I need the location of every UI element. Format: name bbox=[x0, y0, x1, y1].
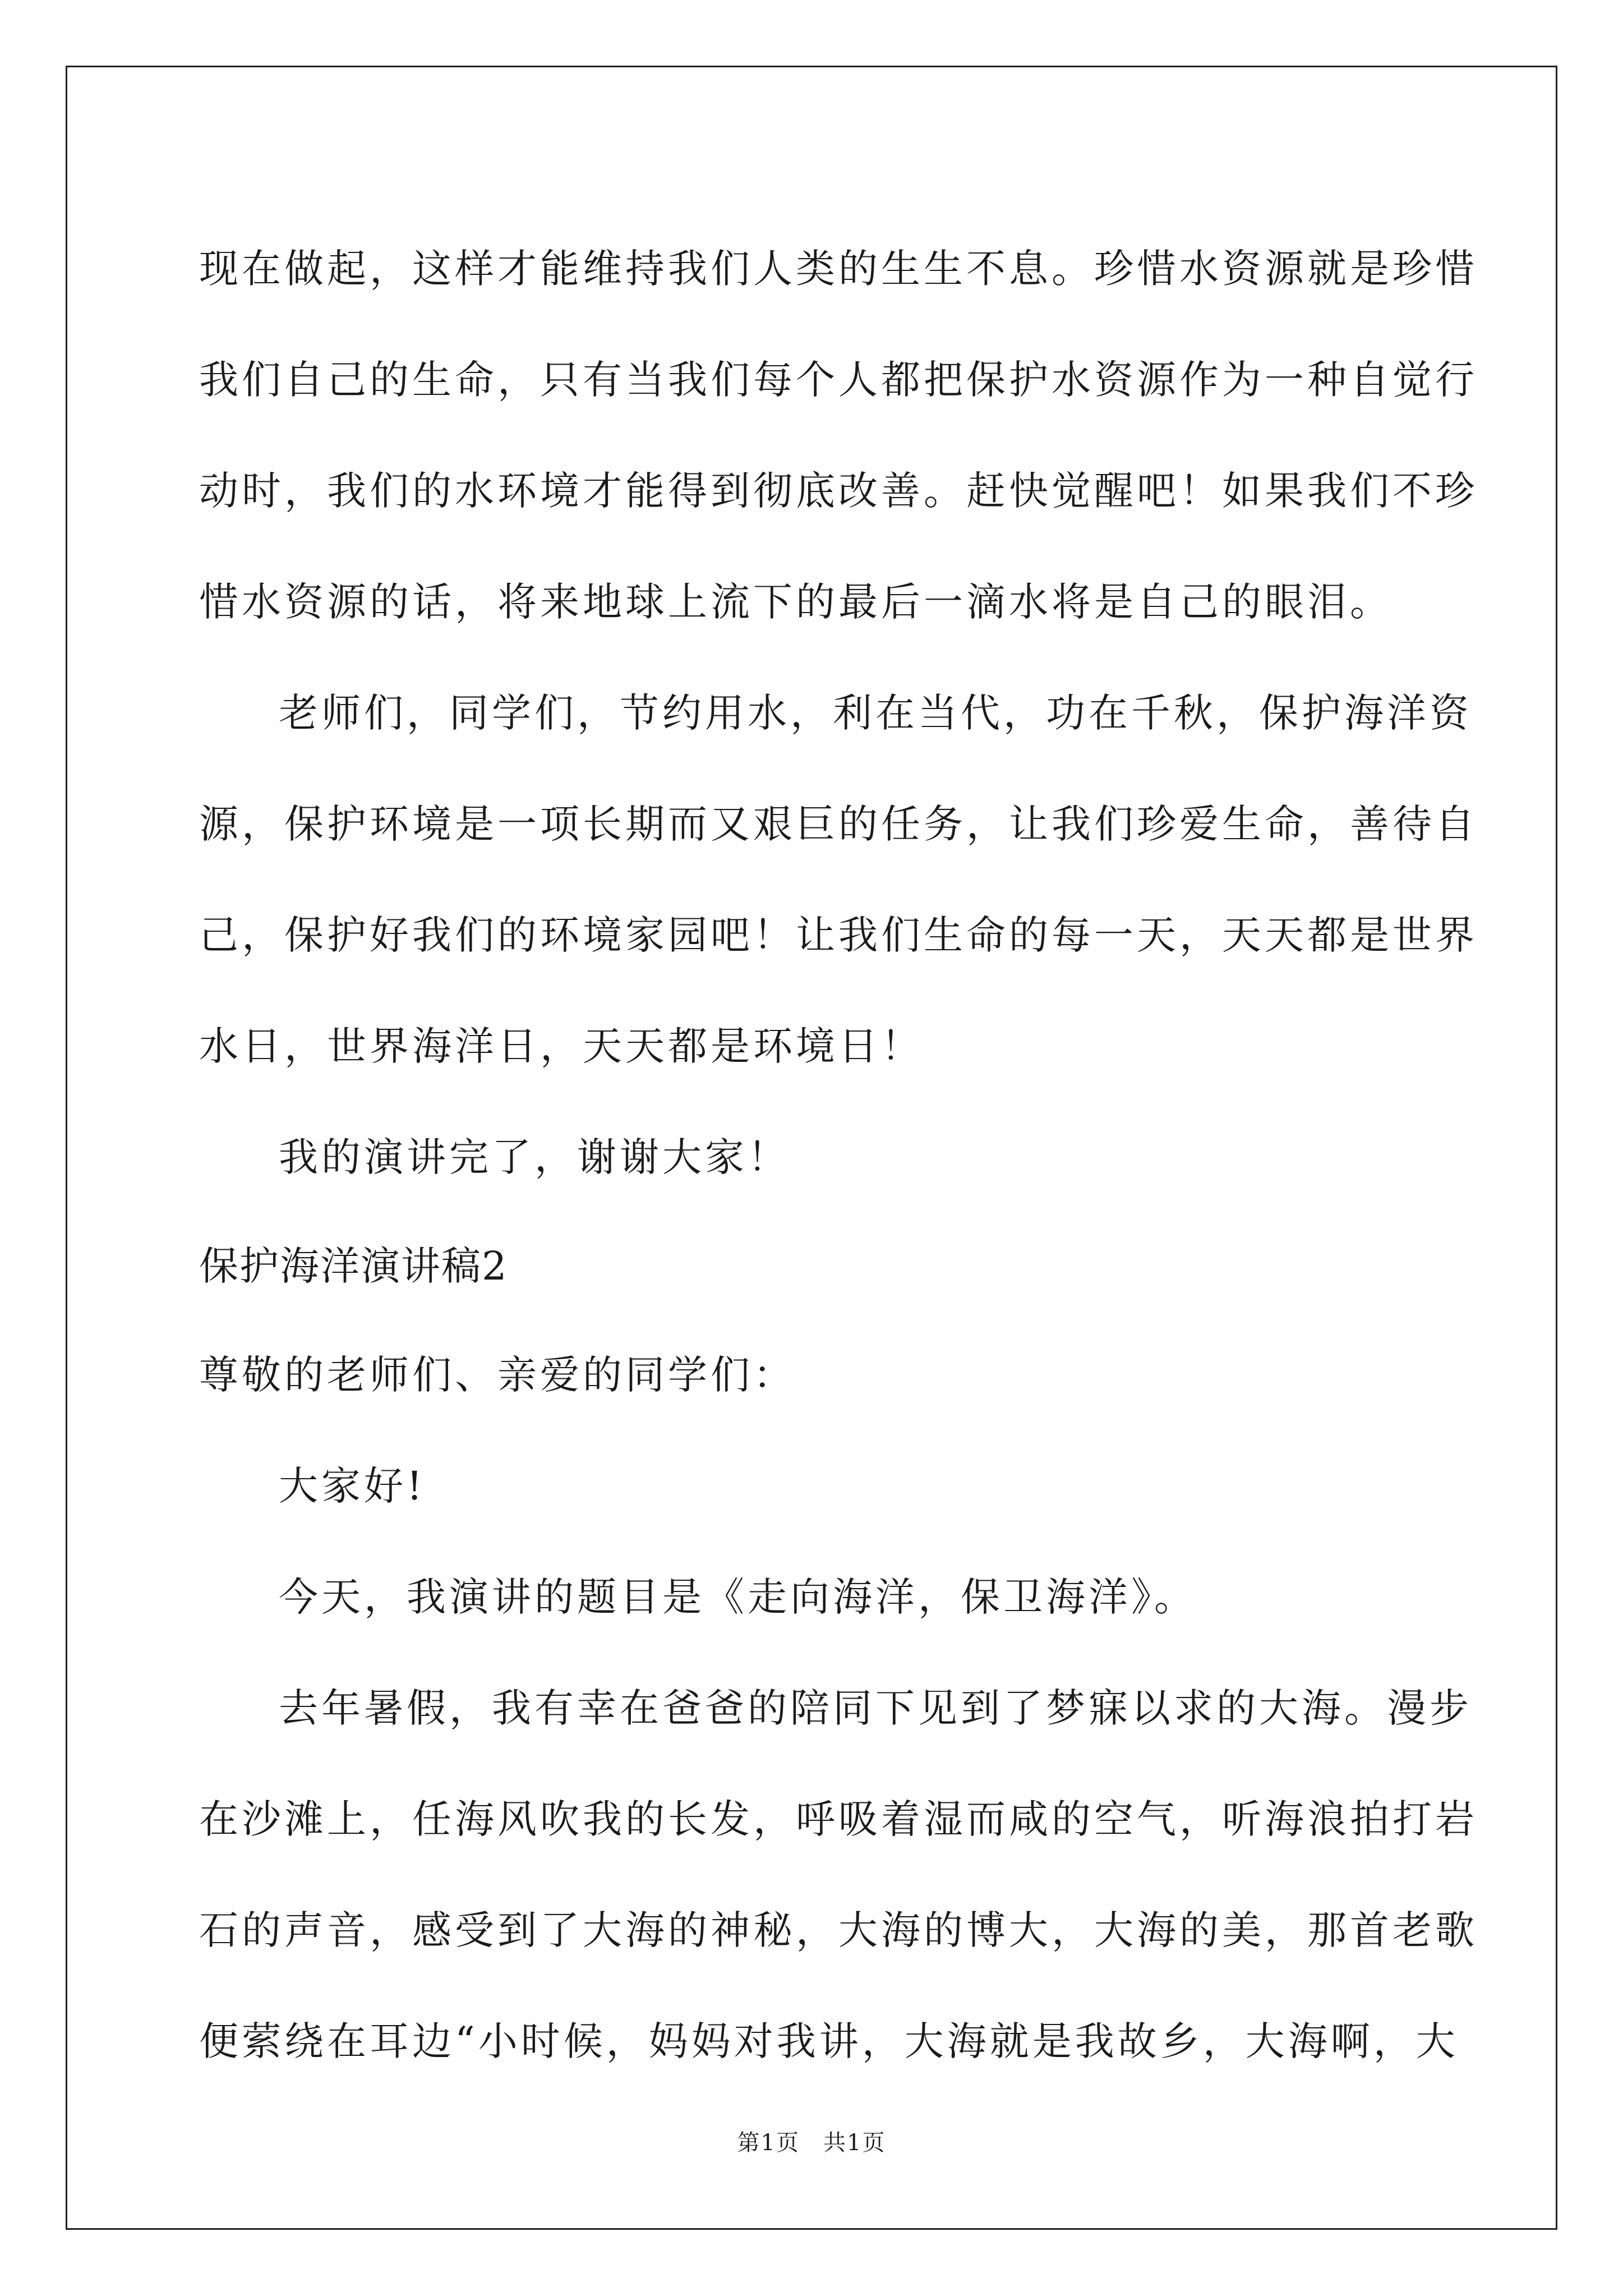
paragraph-line: 惜水资源的话，将来地球上流下的最后一滴水将是自己的眼泪。 bbox=[199, 579, 1393, 625]
paragraph-line: 水日，世界海洋日，天天都是环境日！ bbox=[199, 1023, 924, 1069]
paragraph-line: 老师们，同学们，节约用水，利在当代，功在千秋，保护海洋资 bbox=[279, 690, 1472, 736]
paragraph-line: 现在做起，这样才能维持我们人类的生生不息。珍惜水资源就是珍惜 bbox=[199, 246, 1478, 292]
greeting-line: 大家好! bbox=[279, 1463, 426, 1509]
paragraph-line: 在沙滩上，任海风吹我的长发，呼吸着湿而咸的空气，听海浪拍打岩 bbox=[199, 1796, 1478, 1842]
paragraph-line: 去年暑假，我有幸在爸爸的陪同下见到了梦寐以求的大海。漫步 bbox=[279, 1685, 1472, 1731]
paragraph-line: 便萦绕在耳边“小时候，妈妈对我讲，大海就是我故乡，大海啊，大 bbox=[199, 2018, 1459, 2064]
paragraph-line: 石的声音，感受到了大海的神秘，大海的博大，大海的美，那首老歌 bbox=[199, 1907, 1478, 1953]
salutation-line: 尊敬的老师们、亲爱的同学们： bbox=[199, 1352, 796, 1398]
page-number-footer: 第1页 共1页 bbox=[737, 2130, 886, 2156]
paragraph-line: 我的演讲完了，谢谢大家！ bbox=[279, 1134, 790, 1180]
document-body bbox=[199, 213, 1478, 2097]
paragraph-line: 己，保护好我们的环境家园吧！让我们生命的每一天，天天都是世界 bbox=[199, 912, 1478, 958]
paragraph-line: 源，保护环境是一项长期而又艰巨的任务，让我们珍爱生命，善待自 bbox=[199, 801, 1478, 847]
paragraph-line: 我们自己的生命，只有当我们每个人都把保护水资源作为一种自觉行 bbox=[199, 357, 1478, 403]
paragraph-line: 动时，我们的水环境才能得到彻底改善。赶快觉醒吧！如果我们不珍 bbox=[199, 468, 1478, 514]
paragraph-line: 今天，我演讲的题目是《走向海洋，保卫海洋》。 bbox=[279, 1574, 1197, 1620]
section-title: 保护海洋演讲稿2 bbox=[199, 1243, 508, 1289]
